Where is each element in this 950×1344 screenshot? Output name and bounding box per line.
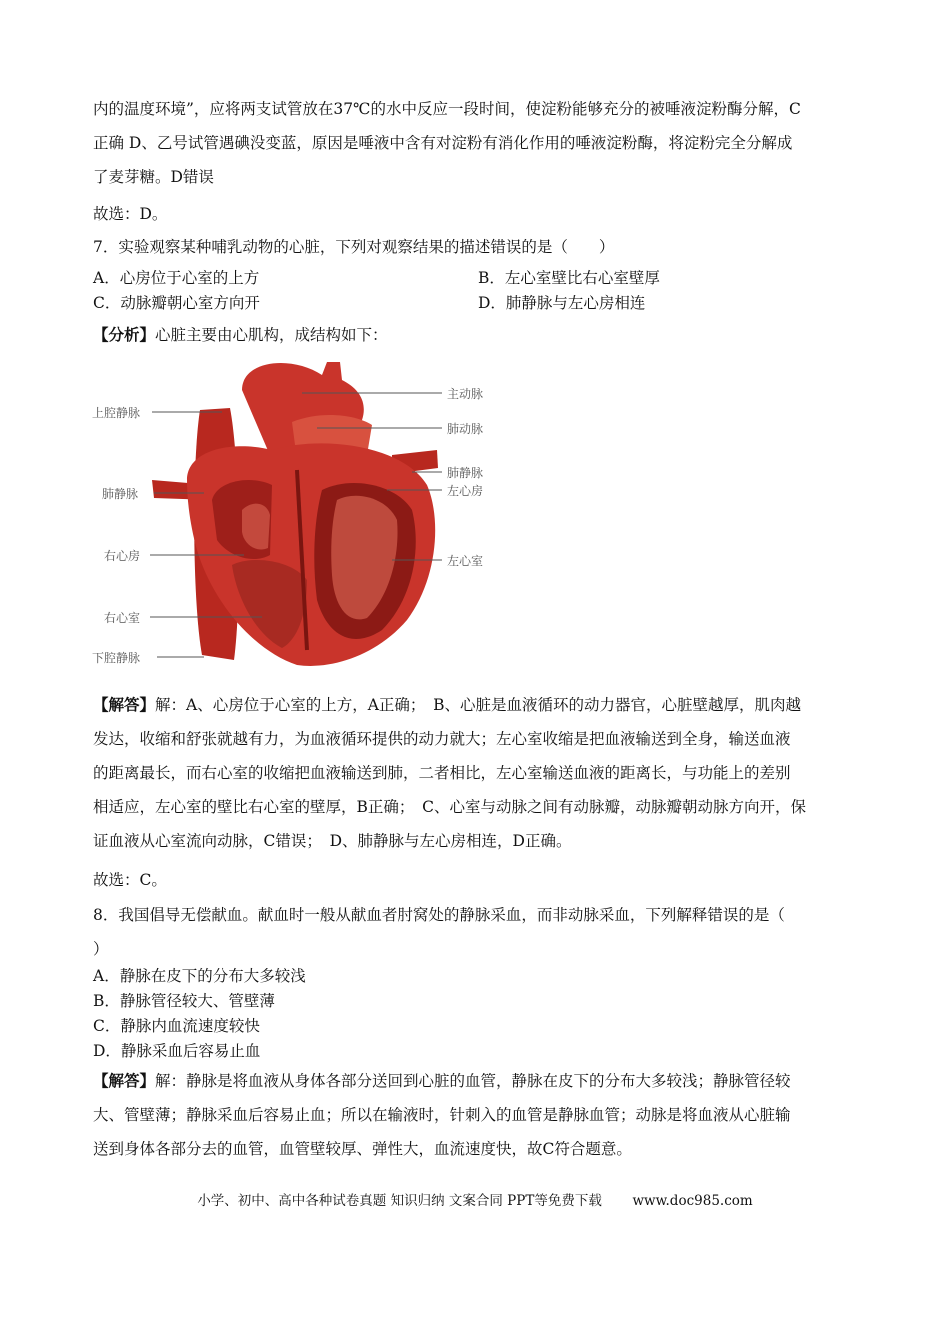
q7-options	[93, 266, 863, 316]
q7-option-b: B．左心室壁比右心室壁厚	[478, 269, 660, 287]
label-pulmonary-artery: 肺动脉	[447, 422, 484, 436]
q8-stem-line: ）	[93, 940, 109, 958]
q8-option-d: D．静脉采血后容易止血	[93, 1042, 261, 1060]
label-svc: 上腔静脉	[92, 406, 141, 420]
footer-url[interactable]: www.doc985.com	[632, 1193, 753, 1209]
prev-choice	[93, 197, 863, 231]
q7-answer-block	[93, 688, 863, 858]
q7-answer-line: 解：A、心房位于心室的上方，A正确； B、心脏是血液循环的动力器官，心脏壁越厚，肌肉越	[155, 696, 802, 714]
q7-answer-line: 发达，收缩和舒张就越有力，为血液循环提供的动力就大；左心室收缩是把血液输送到全身，输送血液	[93, 730, 791, 748]
q7-option-c: C．动脉瓣朝心室方向开	[93, 294, 260, 312]
q8-option-a: A．静脉在皮下的分布大多较浅	[93, 967, 306, 985]
label-left-atrium: 左心房	[447, 484, 484, 498]
q7-choice-text: 故选：C。	[93, 871, 167, 889]
prev-answer-line: 内的温度环境”，应将两支试管放在37℃的水中反应一段时间，使淀粉能够充分的被唾液淀粉酶分解，C	[93, 100, 801, 118]
q7-analysis	[93, 318, 863, 352]
q8-answer-line: 大、管壁薄；静脉采血后容易止血；所以在输液时，针刺入的血管是静脉血管；动脉是将血液从心脏输	[93, 1106, 791, 1124]
label-pulmonary-vein-left: 肺静脉	[102, 487, 139, 501]
q7-answer-line: 证血液从心室流向动脉，C错误； D、肺静脉与左心房相连，D正确。	[93, 832, 572, 850]
q7-stem-text: 7．实验观察某种哺乳动物的心脏，下列对观察结果的描述错误的是（ ）	[93, 238, 615, 256]
label-right-atrium: 右心房	[104, 549, 141, 563]
label-left-ventricle: 左心室	[447, 554, 484, 568]
answer-tag: 【解答】	[93, 1071, 156, 1090]
heart-diagram	[92, 350, 512, 680]
q8-option-c: C．静脉内血流速度较快	[93, 1017, 260, 1035]
footer-text: 小学、初中、高中各种试卷真题 知识归纳 文案合同 PPT等免费下载	[197, 1193, 602, 1209]
q8-answer-line: 送到身体各部分去的血管，血管壁较厚、弹性大，血流速度快，故C符合题意。	[93, 1140, 632, 1158]
prev-answer-block	[93, 92, 863, 194]
q7-choice	[93, 863, 863, 897]
q8-answer-line: 解：静脉是将血液从身体各部分送回到心脏的血管，静脉在皮下的分布大多较浅；静脉管径较	[155, 1072, 791, 1090]
page-footer	[0, 1189, 950, 1209]
q7-stem	[93, 230, 863, 264]
label-ivc: 下腔静脉	[92, 651, 141, 665]
q8-stem	[93, 898, 863, 966]
analysis-tag: 【分析】	[93, 325, 156, 344]
answer-tag: 【解答】	[93, 695, 156, 714]
label-pulmonary-vein-right: 肺静脉	[447, 466, 484, 480]
label-right-ventricle: 右心室	[104, 611, 141, 625]
label-aorta: 主动脉	[447, 387, 484, 401]
prev-choice-text: 故选：D。	[93, 205, 168, 223]
q7-answer-line: 的距离最长，而右心室的收缩把血液输送到肺，二者相比，左心室输送血液的距离长，与功能上的差别	[93, 764, 791, 782]
q7-option-d: D．肺静脉与左心房相连	[478, 294, 646, 312]
q7-answer-line: 相适应，左心室的壁比右心室的壁厚，B正确； C、心室与动脉之间有动脉瓣，动脉瓣朝动脉方向开，保	[93, 798, 807, 816]
prev-answer-line: 了麦芽糖。D错误	[93, 168, 214, 186]
q8-option-b: B．静脉管径较大、管壁薄	[93, 992, 275, 1010]
analysis-text: 心脏主要由心肌构，成结构如下：	[155, 326, 388, 344]
prev-answer-line: 正确 D、乙号试管遇碘没变蓝，原因是唾液中含有对淀粉有消化作用的唾液淀粉酶，将淀粉完全分解成	[93, 134, 793, 152]
q8-options	[93, 964, 863, 1064]
q8-stem-line: 8．我国倡导无偿献血。献血时一般从献血者肘窝处的静脉采血，而非动脉采血，下列解释错误的是（	[93, 906, 785, 924]
q7-option-a: A．心房位于心室的上方	[93, 269, 260, 287]
q8-answer-block	[93, 1064, 863, 1166]
